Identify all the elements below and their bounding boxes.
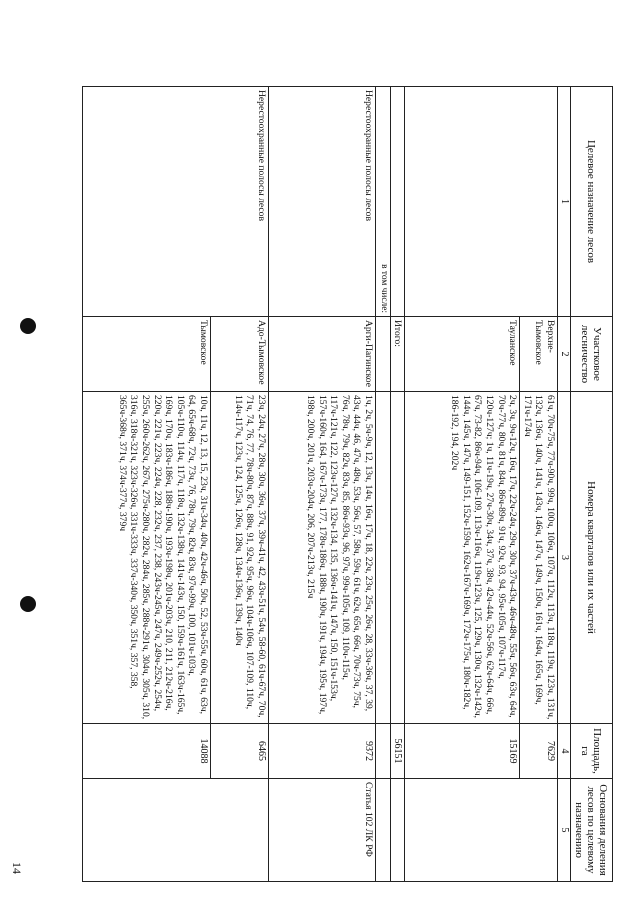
forestry-cell: Адо-Тымовское xyxy=(211,317,269,392)
basis-cell xyxy=(390,779,405,882)
column-number: 4 xyxy=(558,724,571,779)
column-number: 1 xyxy=(558,87,571,317)
header-forestry: Участковое лесничество xyxy=(571,317,613,392)
basis-cell xyxy=(376,779,391,882)
area-cell: 15169 xyxy=(405,724,520,779)
area-cell: 7629 xyxy=(520,724,558,779)
quarters-cell xyxy=(390,392,405,724)
purpose-cell: Нерестоохранные полосы лесов xyxy=(83,87,269,317)
area-cell: 9372 xyxy=(269,724,376,779)
table-row xyxy=(269,87,376,882)
forestry-cell xyxy=(376,317,391,392)
header-purpose: Целевое назначение лесов xyxy=(571,87,613,317)
basis-cell xyxy=(83,779,269,882)
total-area: 56151 xyxy=(390,724,405,779)
quarters-cell: 2ч, 3ч, 9ч-12ч, 16ч, 17ч, 22ч-24ч, 29ч, 30ч, 37ч-43ч, 46ч-48ч, 55ч, 56ч, 63ч, 64ч, 70ч-77ч, 80ч, 81ч, 84ч, 86ч-89ч, 91ч, 92ч, 93, 94, 95ч-105ч, 107ч-117ч, 120ч-127ч; 1ч, 11ч-19ч, 27ч-30ч, 34ч, 37ч, 38ч, 42ч-44ч, 52ч-56ч, 62ч-64ч, 66ч, 67ч, 73-82, 86ч-94ч, 106-109, 113ч-116ч, 119ч-123ч, 125, 129ч, 130ч, 132ч-142ч, 144ч, 145ч, 147ч, 149-151, 152ч-159ч, 162ч-167ч-169ч, 172ч-175ч, 180ч-182ч, 186-192, 194, 202ч xyxy=(405,392,520,724)
forestry-cell: Верхне-Тымовское xyxy=(520,317,558,392)
purpose-cell: Нерестоохранные полосы лесов xyxy=(269,87,376,317)
basis-cell xyxy=(405,779,558,882)
purpose-cell xyxy=(390,87,405,317)
column-number: 2 xyxy=(558,317,571,392)
total-label: Итого: xyxy=(390,317,405,392)
table-row xyxy=(520,87,558,882)
table-row xyxy=(211,87,269,882)
header-quarters: Номера кварталов или их частей xyxy=(571,392,613,724)
quarters-cell: 23ч, 24ч, 27ч, 28ч, 30ч, 36ч, 37ч, 39ч-41ч, 42, 43ч-51ч, 54ч, 58-60, 61ч-67ч, 70ч, 71ч, 74, 76, 77, 78ч-80ч, 87ч, 88ч, 91, 92ч, 95ч, 96ч, 104ч-106ч, 107-109, 110ч, 114ч-117ч, 123ч, 124, 125ч, 126ч, 128ч, 134ч-136ч, 139ч, 140ч xyxy=(211,392,269,724)
forestry-cell: Арги-Пагинское xyxy=(269,317,376,392)
header-area: Площадь, га xyxy=(571,724,613,779)
including-label: в том числе: xyxy=(376,87,391,317)
area-cell xyxy=(376,724,391,779)
area-cell: 6465 xyxy=(211,724,269,779)
punch-hole xyxy=(20,596,36,612)
forest-zones-table xyxy=(82,86,613,882)
purpose-cell xyxy=(405,87,558,317)
column-number: 3 xyxy=(558,392,571,724)
quarters-cell: 10ч, 11ч, 12, 13, 15, 23ч, 31ч-34ч, 40ч, 42ч-46ч, 50ч, 52, 53ч-55ч, 60ч, 61ч, 63ч, 64, 65ч-68ч, 72ч, 73ч, 76, 78ч, 79ч, 82ч, 83ч, 97ч-99ч, 100, 101ч-103ч, 105ч-110ч, 114ч, 117ч, 118ч, 132ч-138ч, 141ч-143ч, 150, 159ч-161ч, 163ч-165ч, 169ч, 170ч, 183ч-186ч, 188ч-190ч, 193ч-198ч, 201ч-203ч, 210, 211, 212ч-216ч, 220ч, 221ч, 223ч, 224ч, 228, 232ч, 237, 238, 243ч-245ч, 247ч, 249ч-252ч, 254ч, 255ч, 260ч-262ч, 267ч, 275ч-280ч, 282ч, 284ч, 285ч, 288ч-291ч, 304ч, 305ч, 310, 316ч, 318ч-321ч, 323ч-326ч, 331ч-333ч, 337ч-340ч, 350ч, 351ч, 357, 358, 365ч-368ч, 371ч, 374ч-377ч, 379ч xyxy=(83,392,211,724)
table-header-row xyxy=(571,87,613,882)
column-number: 5 xyxy=(558,779,571,882)
column-number-row xyxy=(558,87,571,882)
quarters-cell: 1ч, 2ч, 5ч-9ч, 12, 13ч, 14ч, 16ч, 17ч, 18, 22ч, 23ч, 25ч, 26ч, 28, 33ч-36ч, 37, 39, 43ч, 44ч, 46, 47ч, 48ч, 53ч, 56ч, 57, 58ч, 59ч, 61ч, 62ч, 65ч, 66ч, 70ч-73ч, 75ч, 76ч, 78ч, 79ч, 82ч, 83ч, 85, 86ч-93ч, 96, 97ч, 99ч-105ч, 109, 110ч-115ч, 117ч-121ч, 122, 123ч-127ч, 132ч-134, 135, 136ч-141ч, 147ч, 150, 151ч-153ч, 157ч-160ч, 164, 167ч-173ч, 177, 178ч-186ч, 188ч, 190ч, 191ч, 194ч, 195ч, 197ч, 198ч, 200ч, 201ч, 203ч-204ч, 206, 207ч-213ч, 215ч xyxy=(269,392,376,724)
header-basis: Основания деления лесов по целевому назначению xyxy=(571,779,613,882)
quarters-cell: 61ч, 70ч-75ч, 77ч-90ч, 99ч, 100ч, 106ч, 107ч, 112ч, 113ч, 118ч, 119ч, 123ч, 131ч, 132ч, 136ч, 140ч, 141ч, 143ч, 146ч, 147ч, 149ч, 150ч, 161ч, 164ч, 165ч, 169ч, 171ч-174ч xyxy=(520,392,558,724)
page-number: 14 xyxy=(10,862,24,874)
basis-cell: Статья 102 ЛК РФ xyxy=(269,779,376,882)
total-row xyxy=(390,87,405,882)
punch-hole xyxy=(20,318,36,334)
quarters-cell xyxy=(376,392,391,724)
area-cell: 14088 xyxy=(83,724,211,779)
forestry-cell: Тауланское xyxy=(405,317,520,392)
including-row xyxy=(376,87,391,882)
forestry-cell: Тымовское xyxy=(83,317,211,392)
